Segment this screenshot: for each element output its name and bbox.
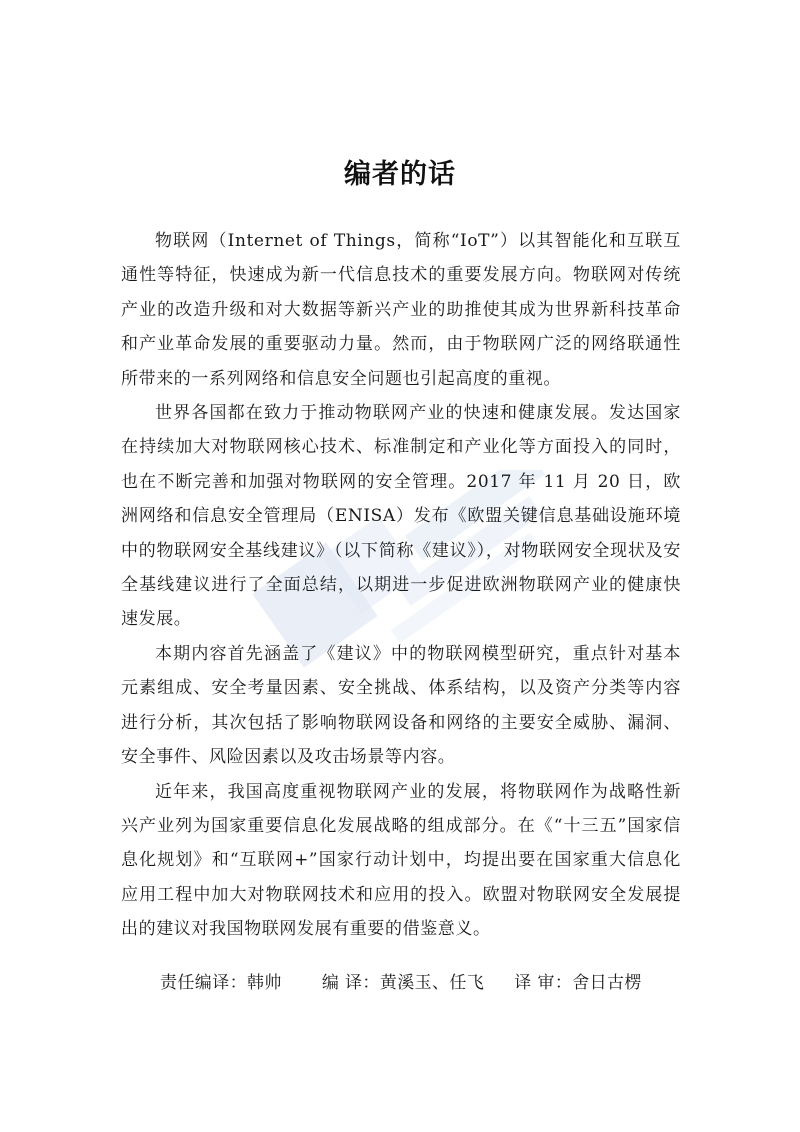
article-body — [121, 224, 681, 947]
chief-editor-credit: 责任编译：韩帅 — [160, 973, 282, 993]
page-title: 编者的话 — [344, 159, 456, 190]
credits-line — [160, 966, 700, 1000]
translators-credit: 编 译：黄溪玉、任飞 — [321, 973, 485, 993]
reviewer-credit: 译 审：舍日古楞 — [514, 973, 642, 993]
paragraph: 近年来，我国高度重视物联网产业的发展，将物联网作为战略性新兴产业列为国家重要信息化发展战略的组成部分。在《“十三五”国家信息化规划》和“互联网+”国家行动计划中，均提出要在国家重大信息化应用工程中加大对物联网技术和应用的投入。欧盟对物联网安全发展提出的建议对我国物联网发展有重要的借鉴意义。 — [121, 781, 681, 940]
paragraph: 物联网（Internet of Things，简称“IoT”）以其智能化和互联互通性等特征，快速成为新一代信息技术的重要发展方向。物联网对传统产业的改造升级和对大数据等新兴产业的助推使其成为世界新科技革命和产业革命发展的重要驱动力量。然而，由于物联网广泛的网络联通性所带来的一系列网络和信息安全问题也引起高度的重视。 — [121, 231, 681, 389]
paragraph: 本期内容首先涵盖了《建议》中的物联网模型研究，重点针对基本元素组成、安全考量因素、安全挑战、体系结构，以及资产分类等内容进行分析，其次包括了影响物联网设备和网络的主要安全威胁、漏洞、安全事件、风险因素以及攻击场景等内容。 — [121, 643, 681, 768]
paragraph: 世界各国都在致力于推动物联网产业的快速和健康发展。发达国家在持续加大对物联网核心技术、标准制定和产业化等方面投入的同时，也在不断完善和加强对物联网的安全管理。2017 年 11 月 20 日，欧洲网络和信息安全管理局（ENISA）发布《欧盟关键信息基础设施环境中的物联网安全基线建议》（以下简称《建议》），对物联网安全现状及安全基线建议进行了全面总结，以期进一步促进欧洲物联网产业的健康快速发展。 — [121, 403, 681, 630]
